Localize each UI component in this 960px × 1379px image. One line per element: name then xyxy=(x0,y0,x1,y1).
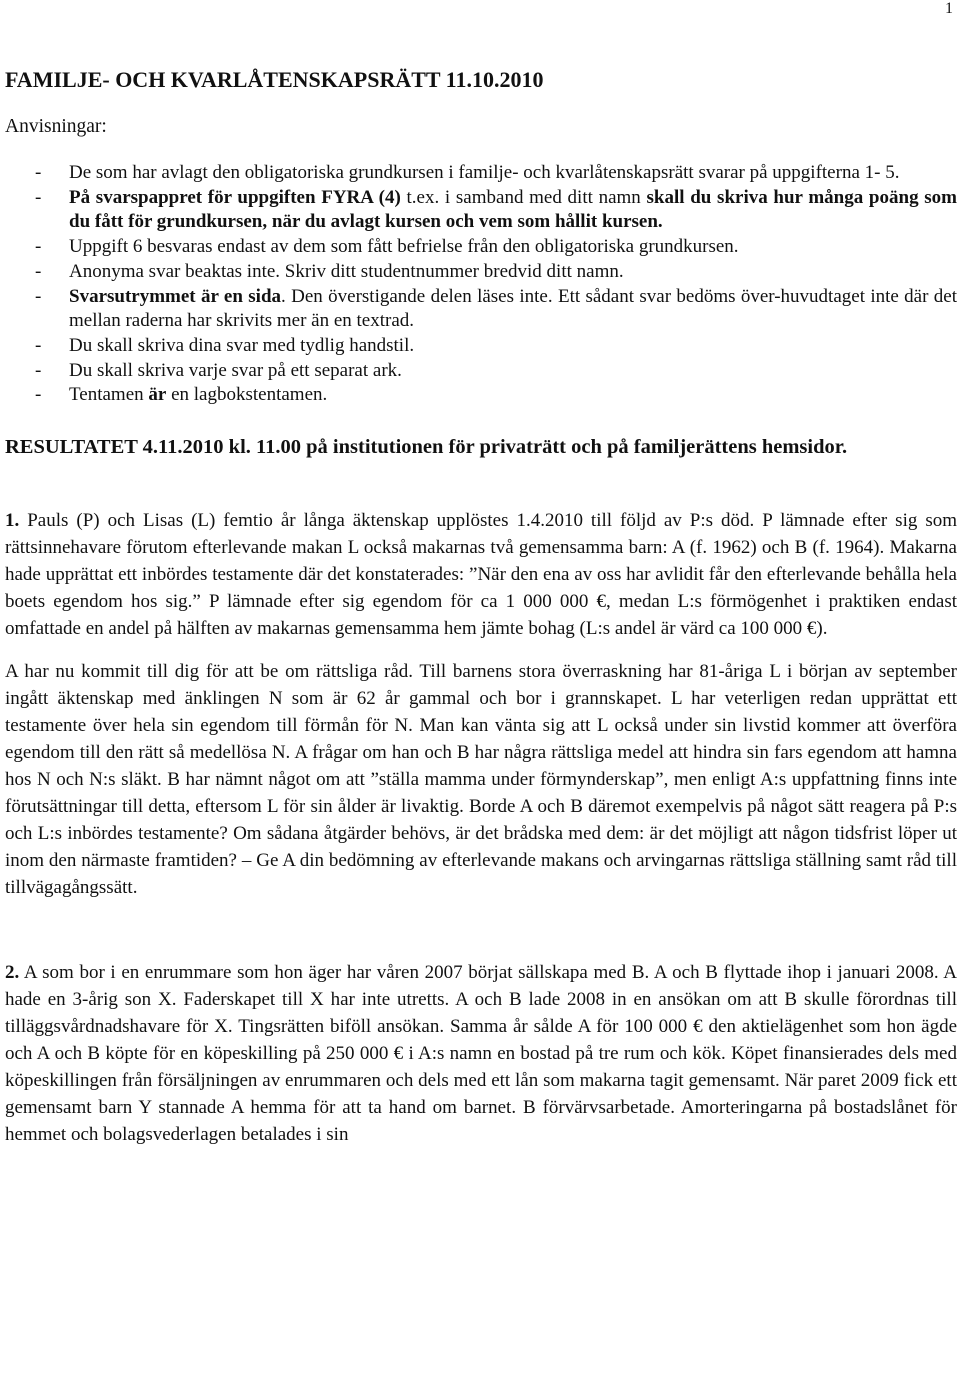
instruction-item xyxy=(5,285,957,334)
instruction-text: . Den överstigande delen läses inte. Ett sådant svar bedöms över-huvudtaget inte där det mellan raderna har skrivits mer än en textrad. xyxy=(69,285,957,332)
exam-document xyxy=(5,66,957,1148)
instruction-text: Tentamen xyxy=(69,384,149,406)
instruction-item xyxy=(5,235,957,260)
instructions-list xyxy=(5,161,957,408)
instruction-text-bold: är xyxy=(148,384,167,406)
question-1-paragraph-2: A har nu kommit till dig för att be om rättsliga råd. Till barnens stora överraskning har 81-åriga L i början av september ingått äktenskap med änklingen N som är 62 år gammal och bor i grannskapet. L har veterligen redan upprättat ett testamente över hela sin egendom till förmån för N. Man kan vänta sig att L också under sin livstid kommer att överföra egendom till den rätt så medellösa N. A frågar om han och B har några rättsliga medel att hindra sin fars egendom att hamna hos N och N:s släkt. B har nämnt något om att ”ställa mamma under förmynderskap”, men enligt A:s uppfattning finns inte förutsättningar till detta, eftersom L för sin ålder är livaktig. Borde A och B däremot exempelvis på något sätt reagera på P:s och L:s inbördes testamente? Om sådana åtgärder behövs, är det brådska med dem: är det möjligt att någon tidsfrist löper ut inom den närmaste framtiden? – Ge A din bedömning av efterlevande makans och arvingarnas rättsliga ställning samt råd till tillvägagångssätt. xyxy=(5,660,957,898)
question-number: 1. xyxy=(5,509,20,531)
instruction-text: Uppgift 6 besvaras endast av dem som fått befrielse från den obligatoriska grundkursen. xyxy=(69,236,739,258)
question-2-paragraph-1 xyxy=(5,959,957,1148)
list-dash: - xyxy=(35,236,42,258)
instruction-text: Du skall skriva dina svar med tydlig handstil. xyxy=(69,334,415,356)
instruction-text-bold: På svarspappret för uppgiften FYRA (4) xyxy=(69,186,401,208)
question-text: Pauls (P) och Lisas (L) femtio år långa äktenskap upplöstes 1.4.2010 till följd av P:s död. P lämnade efter sig som rättsinnehavare förutom efterlevande makan L också makarnas två gemensamma barn: A (f. 1962) och B (f. 1964). Makarna hade upprättat ett inbördes testamente där det konstaterades: ”När den ena av oss har avlidit får den efterlevande behålla hela boets egendom hos sig.” P lämnade efter sig egendom för ca 1 000 000 €, medan L:s förmögenhet i praktiken endast omfattade en andel på hälften av makarnas gemensamma hem jämte bohag (L:s andel är värd ca 100 000 €). xyxy=(5,509,957,639)
list-dash: - xyxy=(35,334,42,356)
instruction-item xyxy=(5,260,957,285)
question-text: A som bor i en enrummare som hon äger har våren 2007 börjat sällskapa med B. A och B flyttade ihop i januari 2008. A hade en 3-årig son X. Faderskapet till X har inte utretts. A och B lade 2008 in en ansökan om att B skulle förordnas till tilläggsvårdnadshavare för X. Tingsrätten biföll ansökan. Samma år sålde A för 100 000 € den aktielägenhet som hon ägde och A och B köpte för en köpeskilling på 250 000 € i A:s namn en bostad på tre rum och kök. Köpet finansierades dels med köpeskillingen från försäljningen av enrummaren och dels med ett lån som makarna tagit gemensamt. När paret 2009 fick ett gemensamt barn Y stannade A hemma för att ta hand om barnet. B förvärvsarbetade. Amorteringarna på bostadslånet för hemmet och bolagsvederlagen betalades i sin xyxy=(5,961,957,1145)
question-1-paragraph-1 xyxy=(5,507,957,642)
instruction-text: t.ex. i samband med ditt namn xyxy=(400,186,647,208)
list-dash: - xyxy=(35,359,42,381)
instruction-item xyxy=(5,383,957,408)
list-dash: - xyxy=(35,186,42,208)
page-number: 1 xyxy=(945,0,953,17)
instruction-text: Anonyma svar beaktas inte. Skriv ditt studentnummer bredvid ditt namn. xyxy=(69,260,624,282)
list-dash: - xyxy=(35,260,42,282)
list-dash: - xyxy=(35,162,42,183)
instruction-text: Du skall skriva varje svar på ett separat ark. xyxy=(69,359,402,381)
question-number: 2. xyxy=(5,961,20,983)
instruction-item xyxy=(5,161,957,186)
instruction-item xyxy=(5,334,957,359)
instruction-text: en lagbokstentamen. xyxy=(166,384,328,406)
instruction-text-bold: Svarsutrymmet är en sida xyxy=(69,285,282,307)
instruction-text-bold: skall du skriva hur många poäng som du fått för grundkursen, när du avlagt kursen och vem som hållit kursen. xyxy=(69,186,957,233)
results-announcement: RESULTATET 4.11.2010 kl. 11.00 på institutionen för privaträtt och på familjerättens hemsidor. xyxy=(5,436,848,459)
list-dash: - xyxy=(35,384,42,406)
list-dash: - xyxy=(35,285,42,307)
instruction-text: De som har avlagt den obligatoriska grundkursen i familje- och kvarlåtenskapsrätt svarar på uppgifterna 1- 5. xyxy=(69,162,900,183)
instructions-heading: Anvisningar: xyxy=(5,116,107,137)
instruction-item xyxy=(5,186,957,235)
exam-title: FAMILJE- OCH KVARLÅTENSKAPSRÄTT 11.10.2010 xyxy=(5,67,544,92)
instruction-item xyxy=(5,359,957,384)
